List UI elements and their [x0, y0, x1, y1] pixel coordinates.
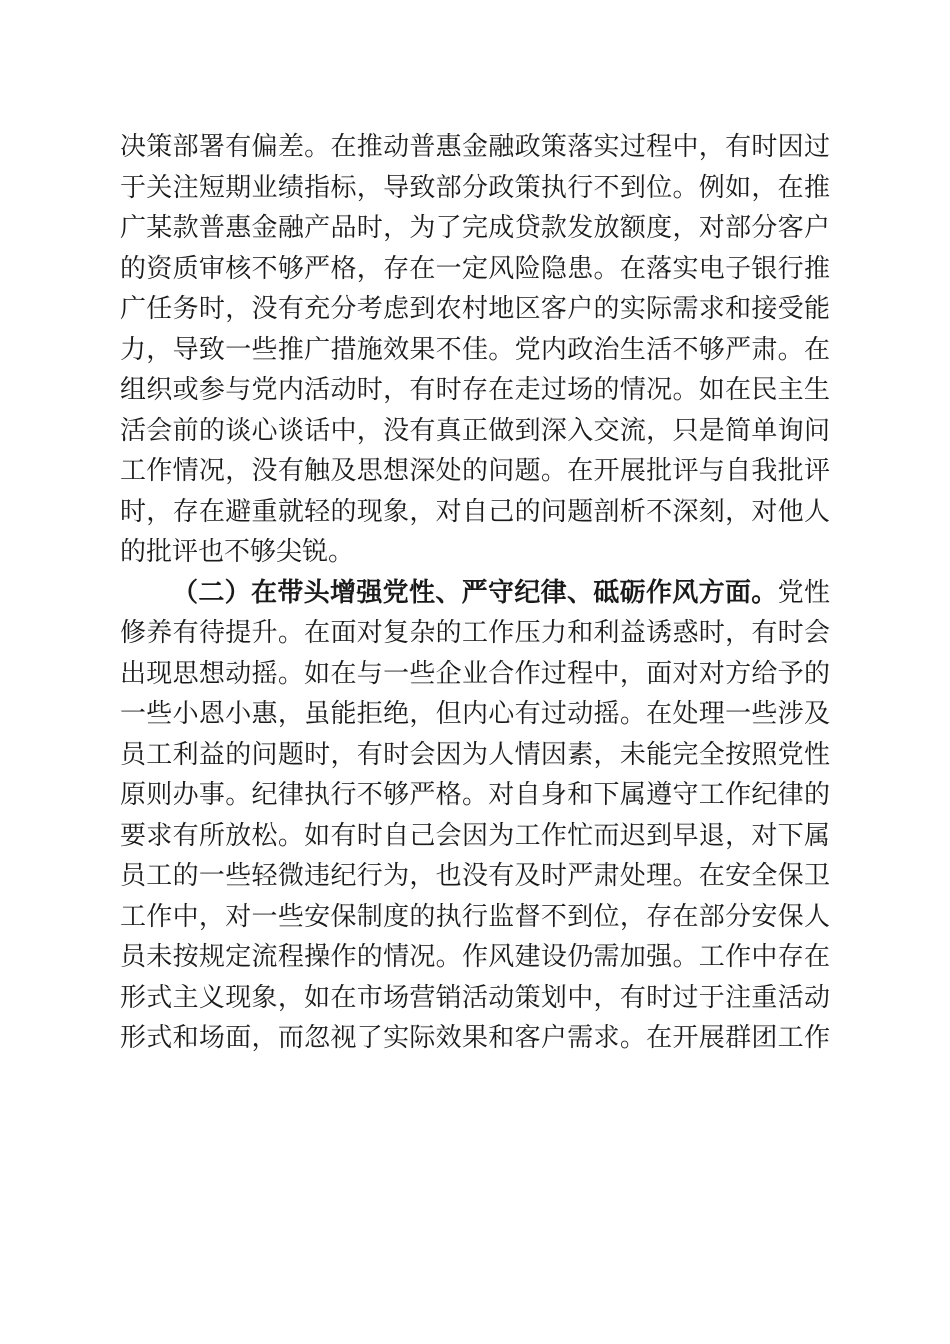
text-line: 工作中，对一些安保制度的执行监督不到位，存在部分安保人 [120, 901, 830, 932]
text-line: 活会前的谈心谈话中，没有真正做到深入交流，只是简单询问 [120, 415, 830, 446]
text-line: 决策部署有偏差。在推动普惠金融政策落实过程中，有时因过 [120, 132, 830, 162]
text-line: 修养有待提升。在面对复杂的工作压力和利益诱惑时，有时会 [120, 618, 830, 648]
text-line: 员未按规定流程操作的情况。作风建设仍需加强。工作中存在 [120, 942, 830, 972]
text-line: 出现思想动摇。如在与一些企业合作过程中，面对对方给予的 [120, 658, 830, 689]
paragraph-2-first-line [120, 573, 830, 614]
paragraph-2 [120, 573, 830, 1059]
text-line: 力，导致一些推广措施效果不佳。党内政治生活不够严肃。在 [120, 334, 830, 365]
text-line: 形式和场面，而忽视了实际效果和客户需求。在开展群团工作 [120, 1023, 830, 1053]
text-line: 时，存在避重就轻的现象，对自己的问题剖析不深刻，对他人 [120, 496, 830, 527]
text-line: 组织或参与党内活动时，有时存在走过场的情况。如在民主生 [120, 375, 830, 405]
text-line: 一些小恩小惠，虽能拒绝，但内心有过动摇。在处理一些涉及 [120, 699, 830, 729]
text-line: 广任务时，没有充分考虑到农村地区客户的实际需求和接受能 [120, 294, 830, 324]
text-line: 工作情况，没有触及思想深处的问题。在开展批评与自我批评 [120, 456, 830, 486]
section-heading: （二）在带头增强党性、严守纪律、砥砺作风方面。 [172, 577, 778, 608]
text-line: 广某款普惠金融产品时，为了完成贷款发放额度，对部分客户 [120, 213, 830, 243]
body-text [120, 127, 830, 1059]
text-line: 员工利益的问题时，有时会因为人情因素，未能完全按照党性 [120, 739, 830, 770]
text-line: 的资质审核不够严格，存在一定风险隐患。在落实电子银行推 [120, 253, 830, 284]
text-line: 员工的一些轻微违纪行为，也没有及时严肃处理。在安全保卫 [120, 861, 830, 891]
text-run: 党性 [777, 577, 830, 608]
text-line: 的批评也不够尖锐。 [120, 537, 355, 567]
text-line: 形式主义现象，如在市场营销活动策划中，有时过于注重活动 [120, 982, 830, 1013]
paragraph-1 [120, 127, 830, 573]
text-line: 原则办事。纪律执行不够严格。对自身和下属遵守工作纪律的 [120, 780, 830, 810]
text-line: 于关注短期业绩指标，导致部分政策执行不到位。例如，在推 [120, 172, 830, 203]
text-line: 要求有所放松。如有时自己会因为工作忙而迟到早退，对下属 [120, 820, 830, 851]
